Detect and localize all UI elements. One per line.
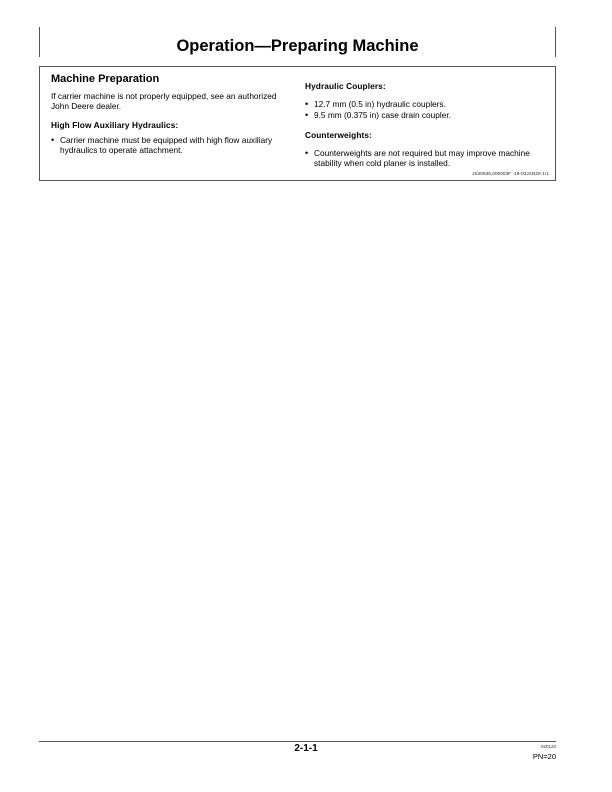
high-flow-list — [51, 135, 281, 155]
list-item-text: 9.5 mm (0.375 in) case drain coupler. — [314, 110, 451, 120]
footer-pn: PN=20 — [532, 752, 556, 761]
hydraulic-couplers-heading: Hydraulic Couplers: — [305, 81, 386, 91]
list-item-text: Carrier machine must be equipped with high flow auxiliary hydraulics to operate attachment. — [60, 135, 273, 155]
header-box — [39, 27, 556, 57]
page-title: Operation—Preparing Machine — [176, 37, 419, 55]
intro-paragraph: If carrier machine is not properly equipped, see an authorized John Deere dealer. — [51, 91, 277, 111]
document-id: JS40836,000003F -19-03JAN20-1/1 — [472, 171, 549, 176]
content-box — [39, 66, 556, 181]
counterweights-list — [305, 148, 545, 168]
high-flow-heading: High Flow Auxiliary Hydraulics: — [51, 120, 179, 130]
counterweights-heading: Counterweights: — [305, 130, 372, 140]
list-item-text: 12.7 mm (0.5 in) hydraulic couplers. — [314, 99, 446, 109]
section-title: Machine Preparation — [51, 73, 160, 85]
list-item-text: Counterweights are not required but may improve machine stability when cold planer is installed. — [314, 148, 530, 168]
list-item — [305, 99, 545, 109]
left-column — [51, 73, 281, 162]
bullet-icon: • — [305, 99, 309, 109]
list-item — [51, 135, 281, 155]
couplers-list — [305, 99, 545, 120]
bullet-icon: • — [305, 110, 309, 120]
footer-divider — [39, 741, 556, 742]
bullet-icon: • — [51, 135, 55, 145]
list-item — [305, 148, 545, 168]
right-column — [305, 81, 545, 175]
page-number: 2-1-1 — [294, 743, 318, 754]
footer-date-code: 020120 — [540, 744, 556, 749]
list-item — [305, 110, 545, 120]
bullet-icon: • — [305, 148, 309, 158]
